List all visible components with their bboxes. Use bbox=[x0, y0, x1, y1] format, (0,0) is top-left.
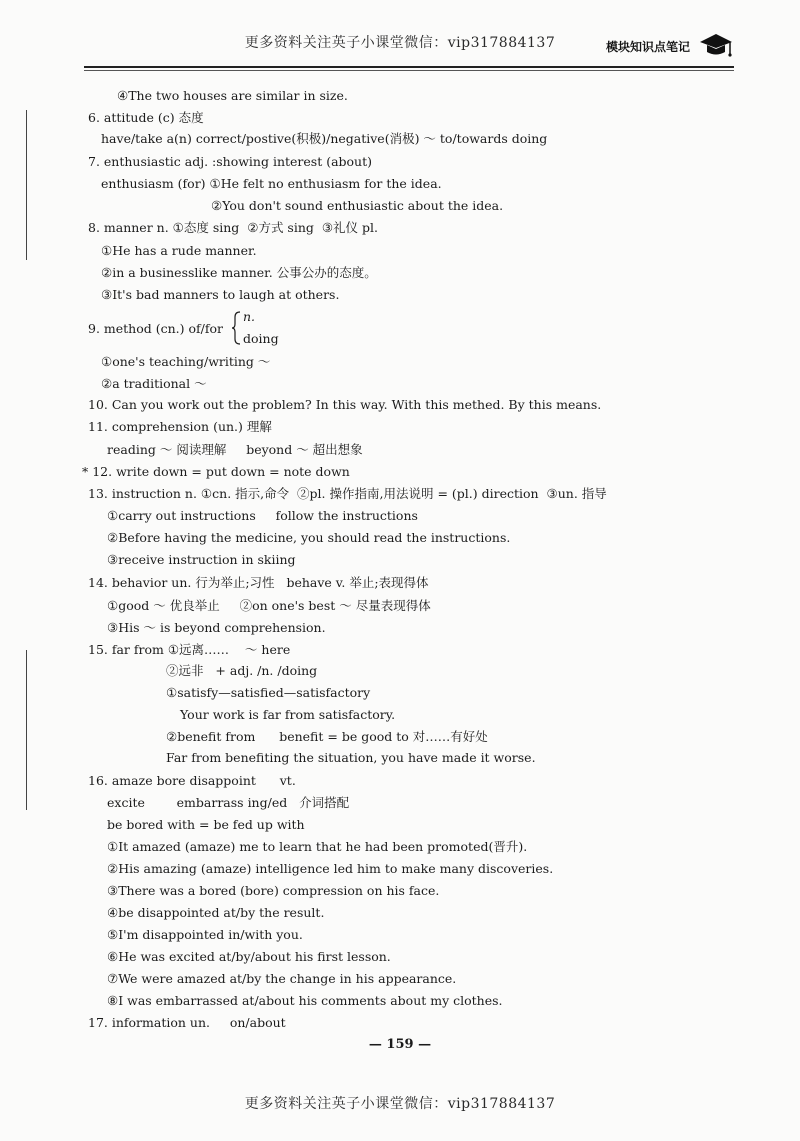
note-line: ②benefit from benefit = be good to 对……有好处 bbox=[166, 729, 488, 744]
note-line: ⑥He was excited at/by/about his first lesson. bbox=[107, 949, 391, 964]
brace-icon bbox=[232, 311, 242, 345]
graduation-cap-icon bbox=[698, 30, 734, 60]
note-line: 13. instruction n. ①cn. 指示,命令 ②pl. 操作指南,用法说明 = (pl.) direction ③un. 指导 bbox=[88, 486, 607, 501]
note-line: ①It amazed (amaze) me to learn that he had been promoted(晋升). bbox=[107, 839, 528, 854]
note-line: ①He has a rude manner. bbox=[101, 243, 257, 258]
note-line: 16. amaze bore disappoint vt. bbox=[88, 773, 296, 788]
note-line: Your work is far from satisfactory. bbox=[180, 707, 396, 722]
note-line: ④The two houses are similar in size. bbox=[117, 88, 348, 103]
note-line: ③It's bad manners to laugh at others. bbox=[101, 287, 340, 302]
note-line: ①carry out instructions follow the instructions bbox=[107, 508, 418, 523]
note-line: ①good ～ 优良举止 ②on one's best ～ 尽量表现得体 bbox=[107, 598, 431, 613]
note-line: ①satisfy—satisfied—satisfactory bbox=[166, 685, 371, 700]
note-line: * 12. write down = put down = note down bbox=[82, 464, 350, 479]
note-line: ①one's teaching/writing ～ bbox=[101, 354, 271, 369]
note-line: excite embarrass ing/ed 介词搭配 bbox=[107, 795, 350, 810]
note-line: reading ～ 阅读理解 beyond ～ 超出想象 bbox=[107, 442, 363, 457]
note-line: ②a traditional ～ bbox=[101, 376, 207, 391]
note-line: ②远非 + adj. /n. /doing bbox=[166, 663, 318, 678]
watermark-top: 更多资料关注英子小课堂微信：vip317884137 bbox=[244, 35, 556, 51]
left-margin-line bbox=[26, 650, 27, 810]
note-line: 14. behavior un. 行为举止;习性 behave v. 举止;表现得体 bbox=[88, 575, 429, 590]
note-line: ⑤I'm disappointed in/with you. bbox=[107, 927, 303, 942]
note-line: doing bbox=[243, 331, 279, 346]
header-rule-thin bbox=[84, 70, 734, 71]
note-line: 17. information un. on/about bbox=[88, 1015, 286, 1030]
note-line: Far from benefiting the situation, you have made it worse. bbox=[166, 750, 536, 765]
note-line: have/take a(n) correct/postive(积极)/negative(消极) ～ to/towards doing bbox=[101, 131, 548, 146]
note-line: ②You don't sound enthusiastic about the idea. bbox=[211, 198, 504, 213]
note-line: ②in a businesslike manner. 公事公办的态度。 bbox=[101, 265, 377, 280]
header-rule bbox=[84, 66, 734, 68]
note-line: ③There was a bored (bore) compression on his face. bbox=[107, 883, 440, 898]
page-number: — 159 — bbox=[368, 1037, 432, 1052]
note-line: 8. manner n. ①态度 sing ②方式 sing ③礼仪 pl. bbox=[88, 220, 378, 235]
watermark-bottom: 更多资料关注英子小课堂微信：vip317884137 bbox=[244, 1096, 556, 1112]
note-line: ②Before having the medicine, you should read the instructions. bbox=[107, 530, 511, 545]
note-line: 11. comprehension (un.) 理解 bbox=[88, 419, 272, 434]
note-line: ④be disappointed at/by the result. bbox=[107, 905, 325, 920]
note-line: 7. enthusiastic adj. :showing interest (about) bbox=[88, 154, 373, 169]
note-line: be bored with = be fed up with bbox=[107, 817, 305, 832]
note-line: 6. attitude (c) 态度 bbox=[88, 110, 204, 125]
note-line: ③His ～ is beyond comprehension. bbox=[107, 620, 326, 635]
section-tag: 模块知识点笔记 bbox=[606, 40, 691, 54]
note-line: 9. method (cn.) of/for bbox=[88, 321, 223, 336]
note-line: 10. Can you work out the problem? In this way. With this methed. By this means. bbox=[88, 397, 602, 412]
note-line: ⑦We were amazed at/by the change in his appearance. bbox=[107, 971, 457, 986]
note-line: n. bbox=[243, 309, 256, 324]
note-line: 15. far from ①远离…… ～ here bbox=[88, 642, 291, 657]
note-line: ③receive instruction in skiing bbox=[107, 552, 296, 567]
note-line: ⑧I was embarrassed at/about his comments about my clothes. bbox=[107, 993, 503, 1008]
left-margin-line bbox=[26, 110, 27, 260]
note-line: enthusiasm (for) ①He felt no enthusiasm for the idea. bbox=[101, 176, 442, 191]
note-line: ②His amazing (amaze) intelligence led him to make many discoveries. bbox=[107, 861, 554, 876]
